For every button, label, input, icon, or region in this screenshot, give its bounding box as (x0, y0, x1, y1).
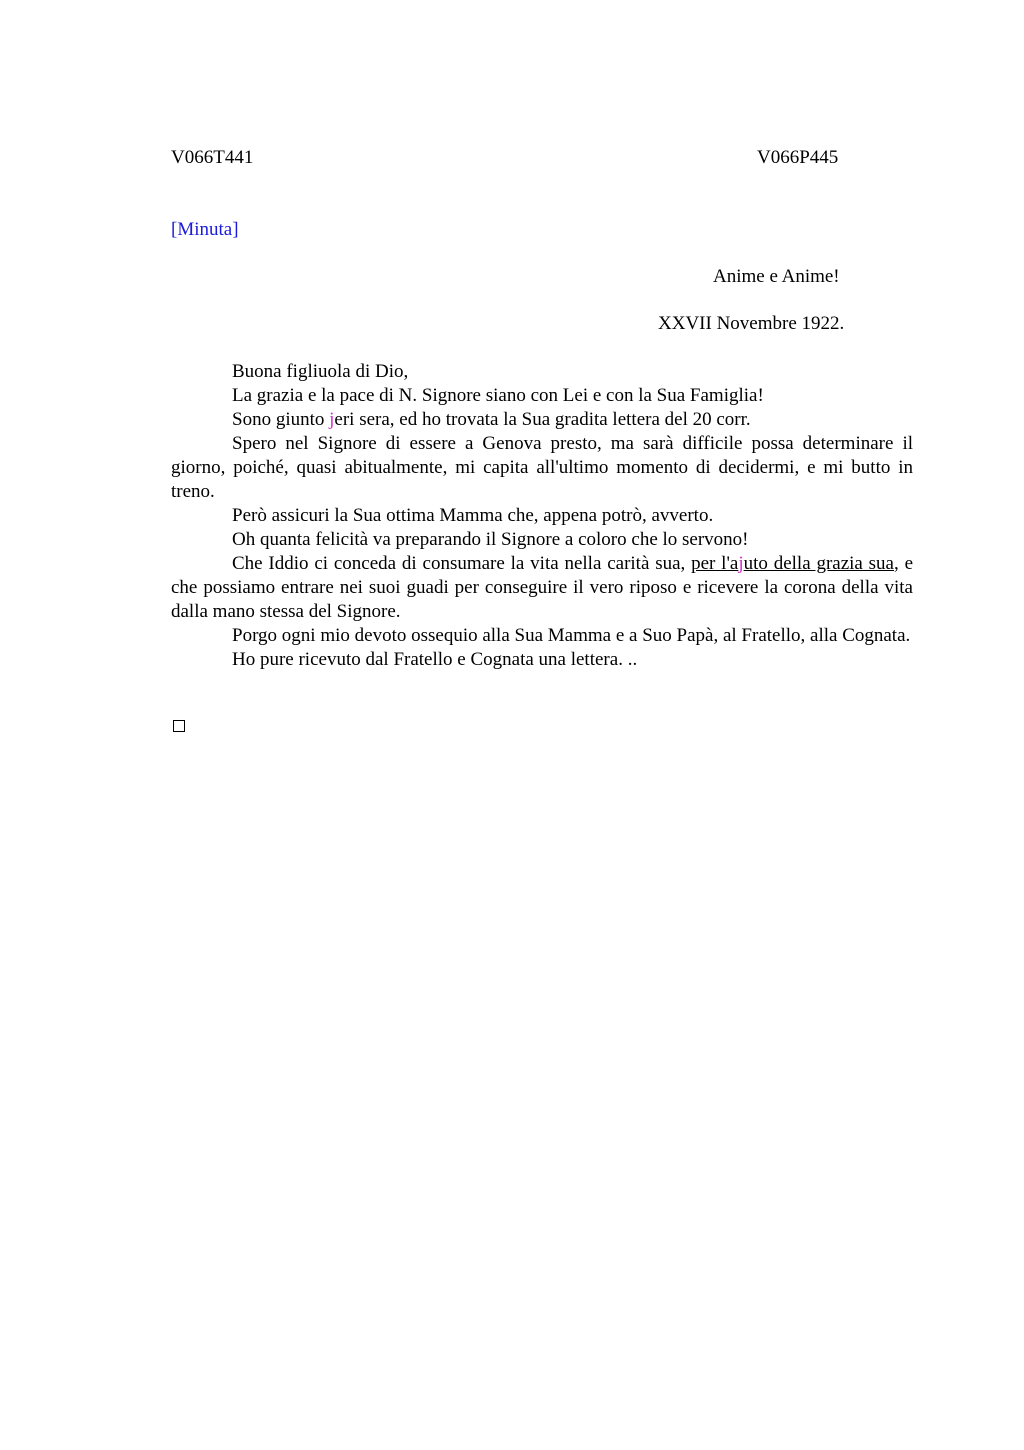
paragraph-text: , e che possiamo entrare nei suoi guadi per conseguire il vero riposo e ricevere la corona della vita dalla mano stessa del Signore. (171, 553, 913, 622)
letter-paragraph: Oh quanta felicità va preparando il Signore a coloro che lo servono! (232, 529, 749, 550)
letter-paragraph (171, 552, 913, 624)
letter-paragraph: Però assicuri la Sua ottima Mamma che, appena potrò, avverto. (232, 505, 714, 526)
end-marker-box (173, 720, 185, 732)
underlined-text: uto della grazia sua (743, 553, 894, 574)
letter-date: XXVII Novembre 1922. (658, 313, 845, 334)
letter-paragraph: Ho pure ricevuto dal Fratello e Cognata una lettera. .. (232, 649, 638, 670)
document-ref-right: V066P445 (757, 147, 839, 168)
minuta-label: [Minuta] (171, 219, 239, 240)
letter-body (171, 360, 913, 672)
paragraph-text: Che Iddio ci conceda di consumare la vita nella carità sua, (232, 553, 692, 574)
paragraph-text: eri sera, ed ho trovata la Sua gradita lettera del 20 corr. (334, 409, 751, 430)
document-ref-left: V066T441 (171, 147, 254, 168)
highlighted-letter: j (329, 409, 335, 430)
letter-paragraph (171, 408, 913, 432)
highlighted-letter: j (738, 553, 744, 574)
letter-salutation: Buona figliuola di Dio, (232, 361, 409, 382)
underlined-text: per l'a (691, 553, 739, 574)
paragraph-text: Sono giunto (232, 409, 330, 430)
letter-paragraph: Spero nel Signore di essere a Genova presto, ma sarà difficile possa determinare il giorno, poiché, quasi abitualmente, mi capita all'ultimo momento di decidermi, e mi butto in treno. (171, 433, 913, 502)
letter-paragraph: La grazia e la pace di N. Signore siano con Lei e con la Sua Famiglia! (232, 385, 764, 406)
letter-paragraph: Porgo ogni mio devoto ossequio alla Sua Mamma e a Suo Papà, al Fratello, alla Cognata. (232, 625, 911, 646)
underlined-phrase (691, 553, 894, 574)
letter-heading: Anime e Anime! (713, 266, 840, 287)
